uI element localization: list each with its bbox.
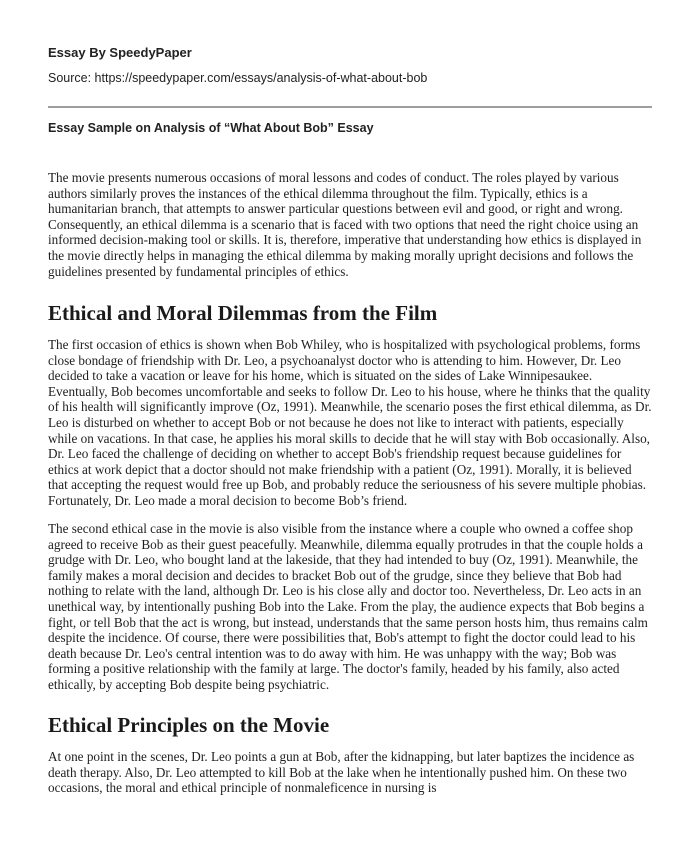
section-heading-dilemmas: Ethical and Moral Dilemmas from the Film [48,301,438,325]
principles-paragraph-1: At one point in the scenes, Dr. Leo points a gun at Bob, after the kidnapping, but later baptizes the incidence as death therapy. Also, Dr. Leo attempted to kill Bob at the lake when he intentionally pushed him. On these two occasions, the moral and ethical principle of nonmaleficence in nursing is [48,749,635,796]
header-divider [48,106,652,108]
essay-title: Essay Sample on Analysis of “What About Bob” Essay [48,121,374,135]
brand-label: Essay By SpeedyPaper [48,45,192,60]
section-heading-principles: Ethical Principles on the Movie [48,713,330,737]
source-line: Source: https://speedypaper.com/essays/analysis-of-what-about-bob [48,71,428,85]
dilemmas-paragraph-2: The second ethical case in the movie is also visible from the instance where a couple who owned a coffee shop agreed to receive Bob as their guest peacefully. Meanwhile, dilemma equally protrudes in that the couple holds a grudge with Dr. Leo, who bought land at the lakeside, that they had intended to buy (Oz, 1991). Meanwhile, the family makes a moral decision and decides to bracket Bob out of the grudge, since they believe that Bob had nothing to relate with the land, although Dr. Leo is his close ally and doctor too. Nevertheless, Dr. Leo acts in an unethical way, by intentionally pushing Bob into the Lake. From the play, the audience expects that Bob begins a fight, or tell Bob that the act is wrong, but instead, understands that the same person hosts him, thus remains calm despite the incidence. Of course, there were possibilities that, Bob's attempt to fight the doctor could lead to his death because Dr. Leo's central intention was to do away with him. He was unhappy with the way; Bob was forming a positive relationship with the family at large. The doctor's family, headed by his family, also acted ethically, by accepting Bob despite being psychiatric. [48,521,648,692]
dilemmas-paragraph-1: The first occasion of ethics is shown when Bob Whiley, who is hospitalized with psychological problems, forms close bondage of friendship with Dr. Leo, a psychoanalyst doctor who is attending to him. However, Dr. Leo decided to take a vacation or leave for his home, which is situated on the sides of Lake Winnipesaukee. Eventually, Bob becomes uncomfortable and seeks to follow Dr. Leo to his house, where he thinks that the quality of his health will significantly improve (Oz, 1991). Meanwhile, the scenario poses the first ethical dilemma, as Dr. Leo is disturbed on whether to accept Bob or not because he does not like to interact with patients, especially while on vacations. In that case, he applies his moral skills to decide that he will stay with Bob occasionally. Also, Dr. Leo faced the challenge of deciding on whether to accept Bob's friendship request because guidelines for ethics at work depict that a doctor should not make friendship with a patient (Oz, 1991). Morally, it is believed that accepting the request would free up Bob, and probably reduce the seriousness of his severe multiple phobias. Fortunately, Dr. Leo made a moral decision to become Bob’s friend. [48,337,652,508]
intro-paragraph: The movie presents numerous occasions of moral lessons and codes of conduct. The roles played by various authors similarly proves the instances of the ethical dilemma throughout the film. Typically, ethics is a humanitarian branch, that attempts to answer particular questions between evil and good, or right and wrong. Consequently, an ethical dilemma is a scenario that is faced with two options that need the right choice using an informed decision-making tool or skills. It is, therefore, imperative that understanding how ethics is displayed in the movie directly helps in managing the ethical dilemma by making morally upright decisions and follows the guidelines presented by fundamental principles of ethics. [48,170,642,279]
